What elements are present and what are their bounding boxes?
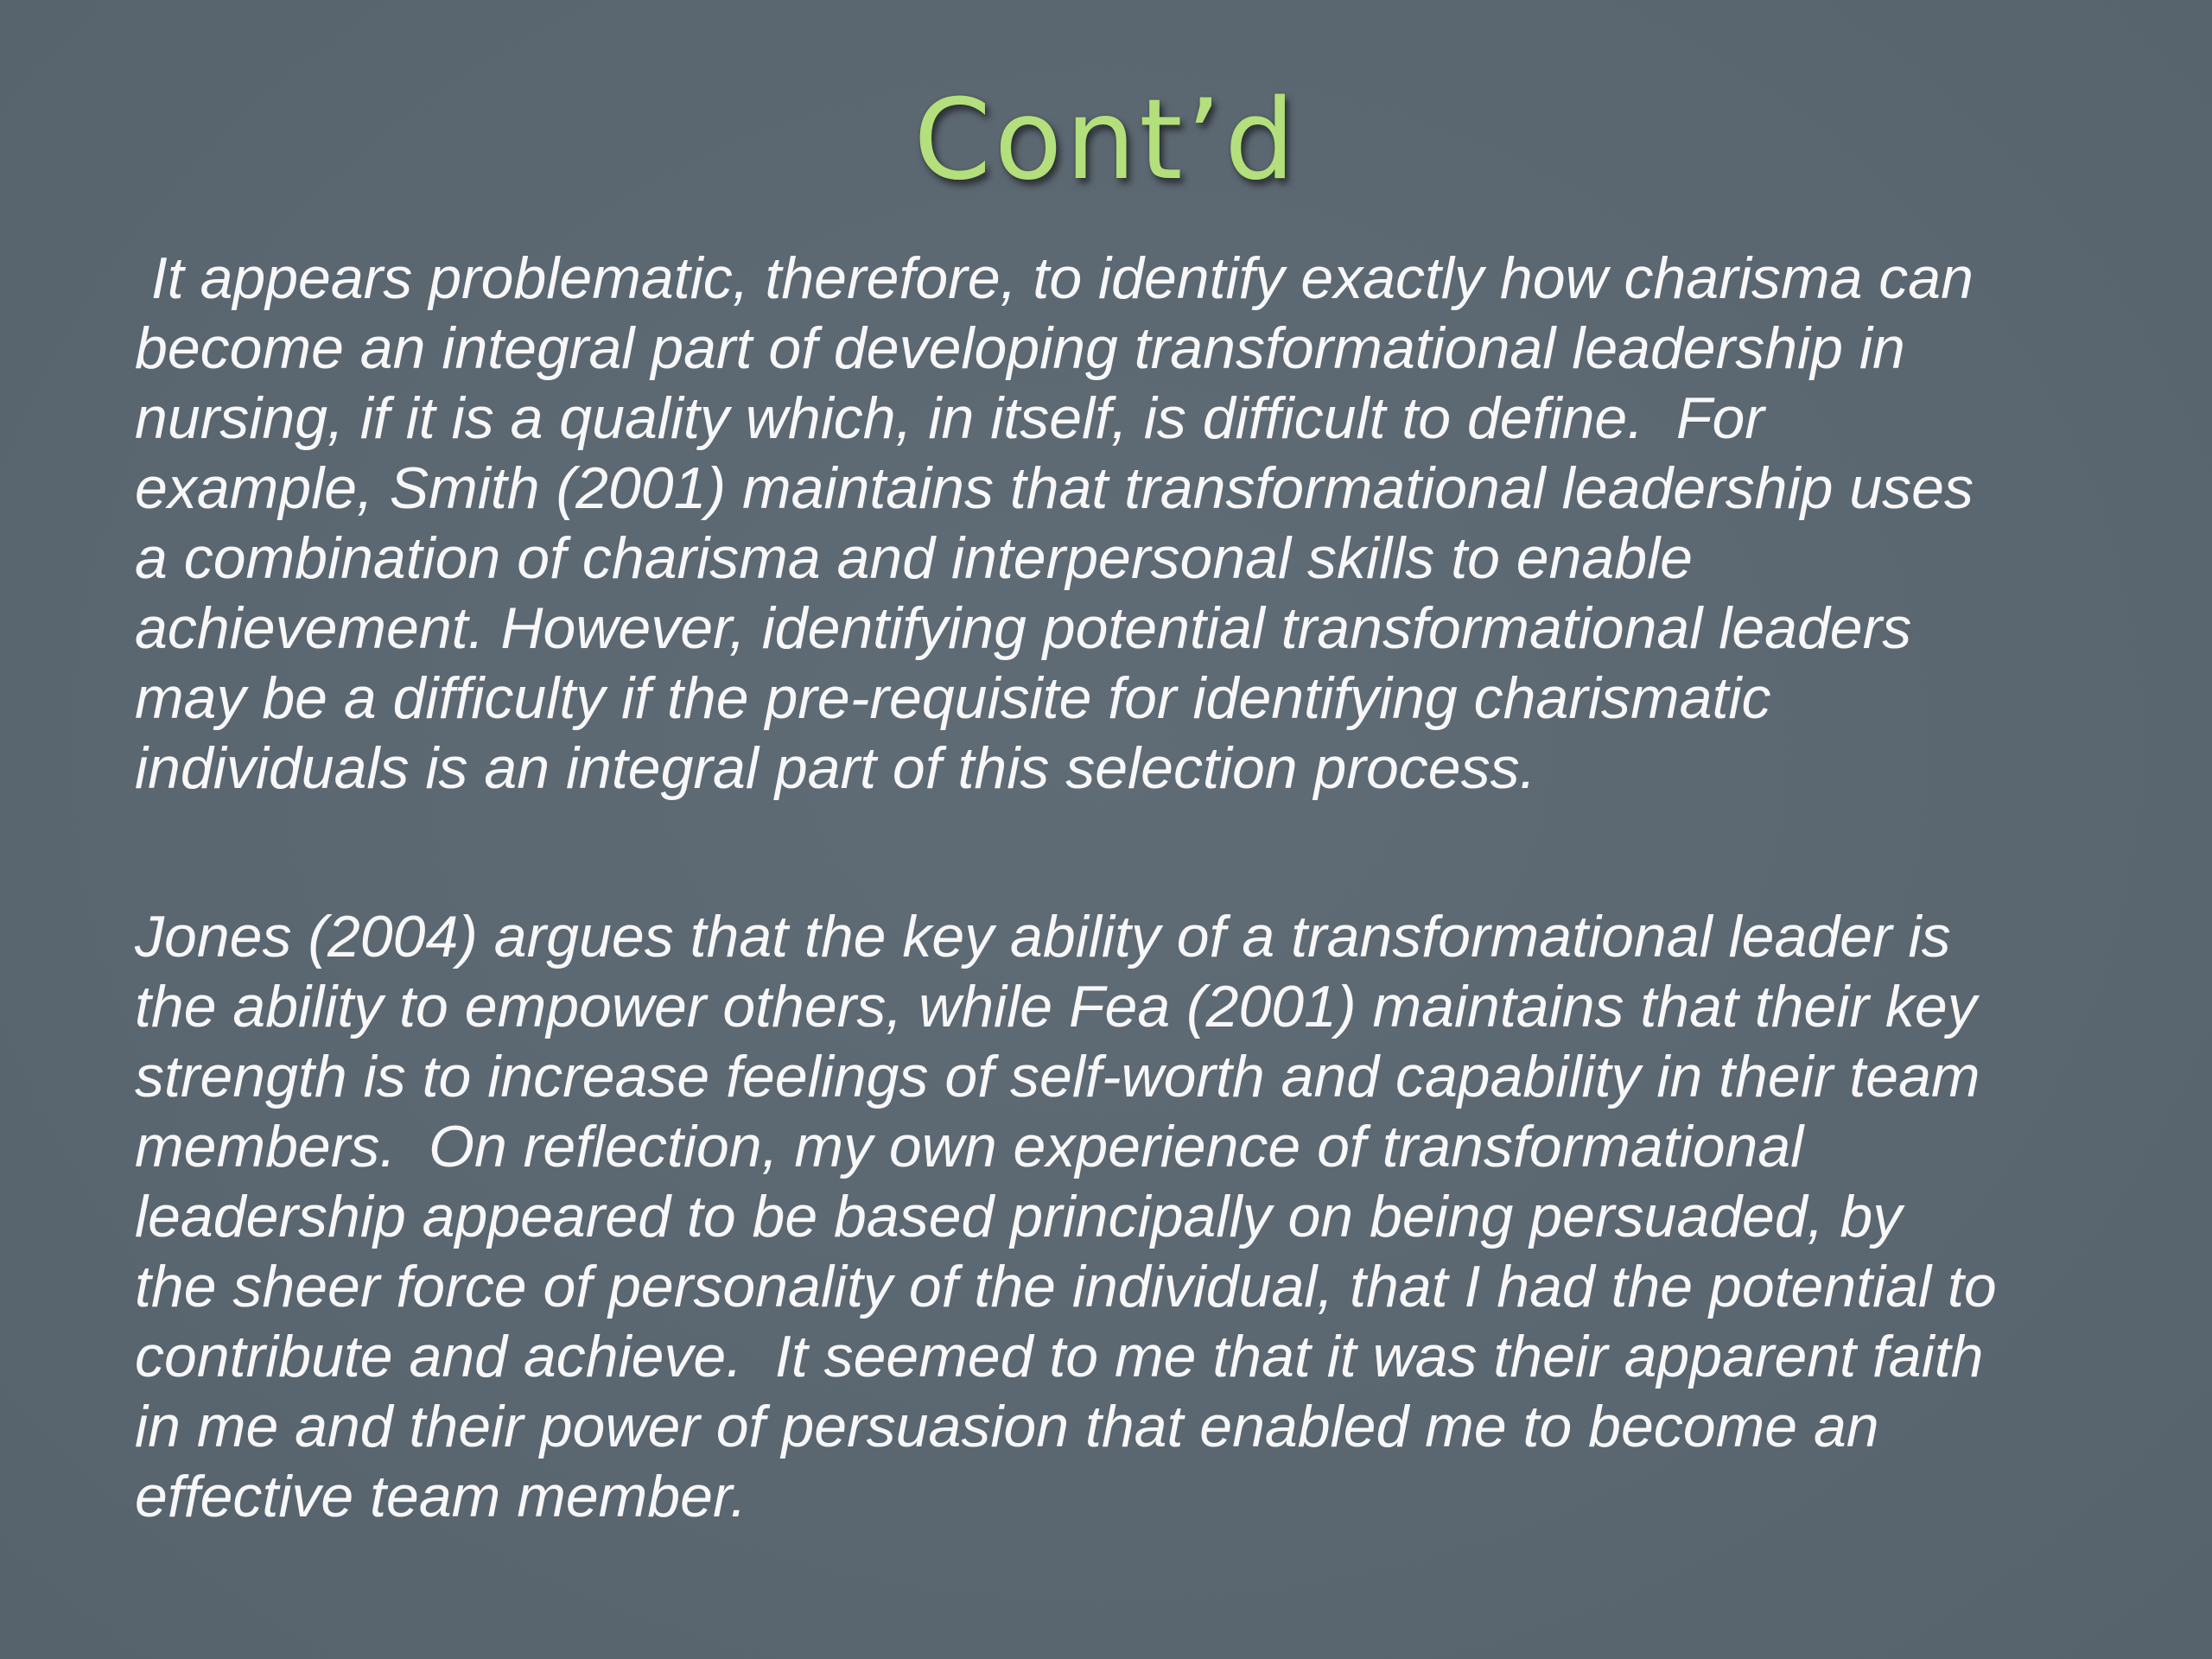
text-line: the ability to empower others, while Fea (2001) maintains that their key [135,974,1977,1039]
text-line: leadership appeared to be based principally on being persuaded, by [135,1184,1903,1249]
text-line: strength is to increase feelings of self-worth and capability in their team [135,1044,1980,1109]
text-line: example, Smith (2001) maintains that transformational leadership uses [135,455,1974,521]
text-line: Jones (2004) argues that the key ability of a transformational leader is [135,904,1951,969]
text-line: individuals is an integral part of this selection process. [135,735,1536,801]
slide-title-text: Cont’d [913,76,1299,205]
paragraph-2 [135,902,2088,1532]
text-line: members. On reflection, my own experience of transformational [135,1114,1804,1179]
text-line: nursing, if it is a quality which, in itself, is difficult to define. For [135,385,1764,451]
text-line: the sheer force of personality of the individual, that I had the potential to [135,1254,1997,1319]
text-line: may be a difficulty if the pre-requisite for identifying charismatic [135,665,1771,731]
text-line: become an integral part of developing transformational leadership in [135,315,1905,381]
slide-body [135,244,2088,1532]
text-line: It appears problematic, therefore, to identify exactly how charisma can [135,245,1974,311]
paragraph-1 [135,244,2088,804]
text-line: in me and their power of persuasion that enabled me to become an [135,1394,1879,1459]
text-line: achievement. However, identifying potential transformational leaders [135,595,1912,661]
text-line: effective team member. [135,1464,747,1529]
text-line: contribute and achieve. It seemed to me that it was their apparent faith [135,1324,1984,1389]
paragraph-spacer [135,804,2088,902]
slide-title [0,76,2212,206]
text-line: a combination of charisma and interpersonal skills to enable [135,525,1693,591]
